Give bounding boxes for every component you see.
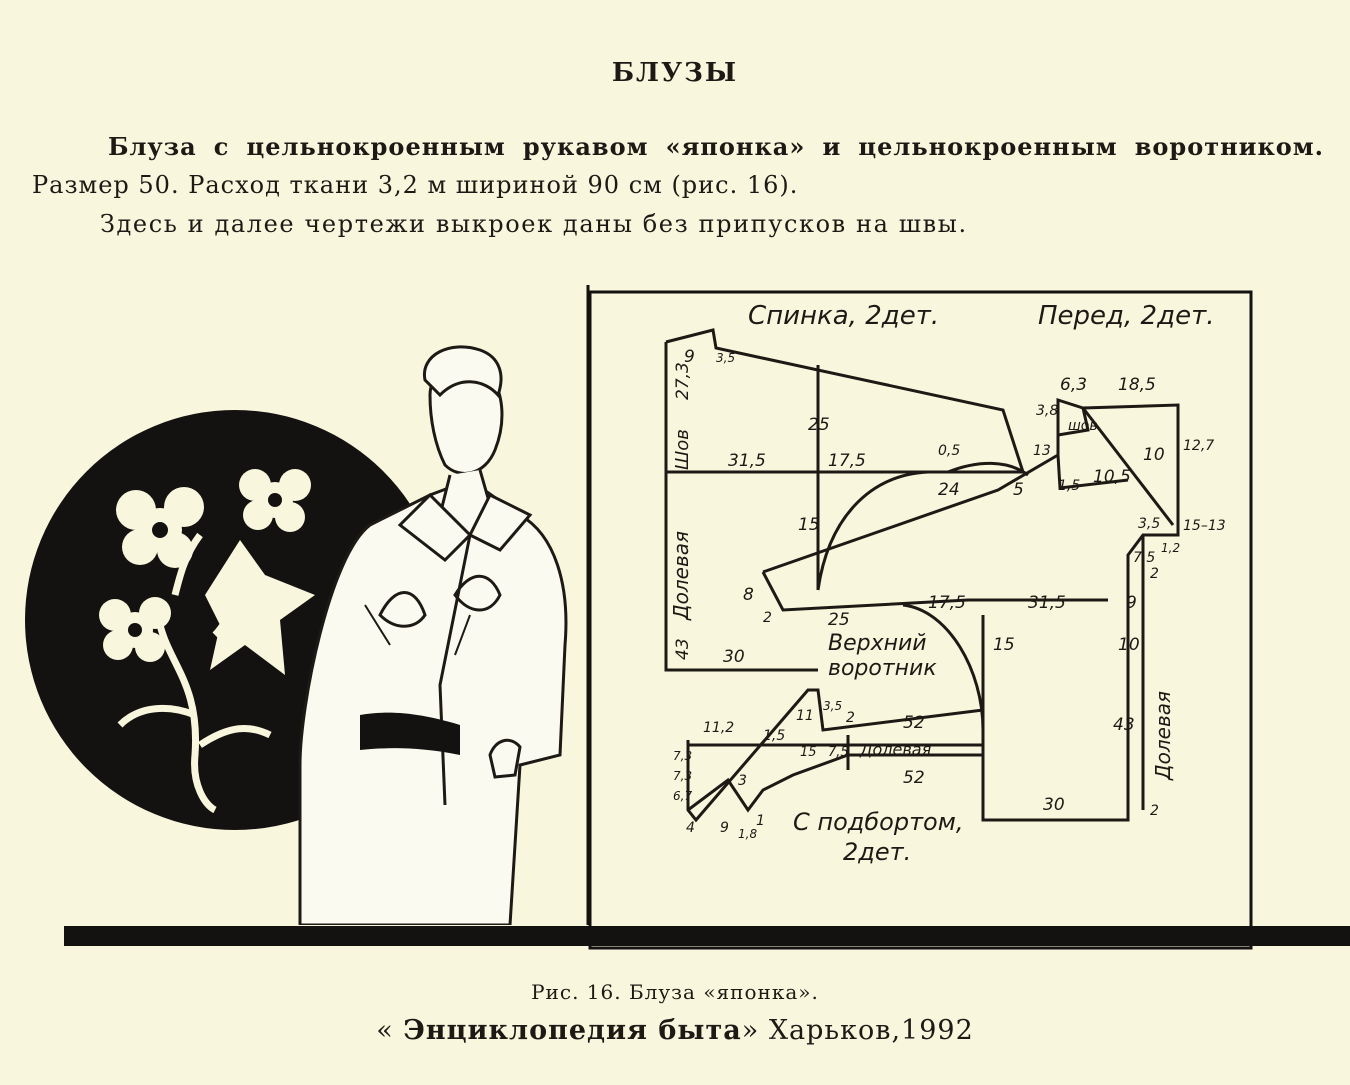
intro-rest: Размер 50. Расход ткани 3,2 м шириной 90 см (рис. 16). <box>32 171 799 199</box>
measurement: 10 <box>1143 445 1165 465</box>
measurement: 17,5 <box>928 593 966 613</box>
measurement: 11 <box>796 708 814 724</box>
intro-paragraph <box>32 128 1324 204</box>
measurement: 1 <box>756 813 765 829</box>
measurement: 1,8 <box>738 827 758 841</box>
measurement: 30 <box>723 647 745 667</box>
measurement: 18,5 <box>1118 375 1156 395</box>
source-title: Энциклопедия быта <box>403 1015 742 1046</box>
measurement: 17,5 <box>828 451 866 471</box>
measurement: 6,3 <box>1060 375 1088 395</box>
figure-baseline-bar <box>64 926 1350 946</box>
measurement: 3,8 <box>1036 403 1059 419</box>
measurement: 2 <box>1150 803 1159 819</box>
source-rest: » Харьков,1992 <box>741 1015 974 1046</box>
measurement: 6,7 <box>673 789 693 803</box>
label-grain-3: Долевая <box>860 740 932 759</box>
measurement: 15 <box>798 515 820 535</box>
measurement: 3 <box>738 773 747 789</box>
measurement: 43 <box>673 638 693 660</box>
measurement: 1,5 <box>763 728 786 744</box>
measurement: 52 <box>903 713 925 733</box>
measurement: 7,3 <box>673 769 693 783</box>
label-front: Перед, 2дет. <box>1038 301 1215 331</box>
measurement: 5 <box>1013 480 1024 500</box>
measurement: 52 <box>903 768 925 788</box>
measurement: 2 <box>1150 566 1159 582</box>
measurement: 3,5 <box>823 699 843 713</box>
measurement: 15 <box>993 635 1015 655</box>
measurement: 43 <box>1113 715 1135 735</box>
label-seam: Шов <box>672 429 693 470</box>
measurement: 2 <box>846 710 855 726</box>
source-open-quote: « <box>376 1015 404 1046</box>
woman-figure <box>300 347 566 925</box>
label-facing: С подбортом, <box>793 808 964 836</box>
measurement: 7,3 <box>673 749 693 763</box>
measurement: 31,5 <box>1028 593 1066 613</box>
measurement: 1,5 <box>1058 478 1081 494</box>
intro-bold-lead: Блуза с цельнокроенным рукавом «японка» и цельнокроенным воротником. <box>108 132 1324 161</box>
label-upper-collar: Верхний <box>828 631 927 656</box>
label-back: Спинка, 2дет. <box>748 301 940 331</box>
note-line: Здесь и далее чертежи выкроек даны без припусков на швы. <box>100 210 968 238</box>
measurement: 9 <box>720 820 729 836</box>
measurement: 3,5 <box>716 351 736 365</box>
measurement: 13 <box>1033 443 1051 459</box>
measurement: 7,5 <box>1133 550 1156 566</box>
measurement: 7,5 <box>828 745 849 760</box>
measurement: 9 <box>684 347 695 367</box>
measurement: 25 <box>828 610 850 630</box>
measurement: 25 <box>808 415 830 435</box>
label-seam-2: шов <box>1068 418 1098 434</box>
measurement: 2 <box>763 610 772 626</box>
measurement: 0,5 <box>938 443 961 459</box>
measurement: 1,2 <box>1161 541 1181 555</box>
measurement: 12,7 <box>1183 438 1215 454</box>
page-heading: БЛУЗЫ <box>611 58 739 88</box>
label-upper-collar-2: воротник <box>828 656 937 681</box>
blouse-illustration <box>0 285 590 925</box>
measurement: 15 <box>800 745 817 760</box>
measurement: 30 <box>1043 795 1065 815</box>
measurement: 4 <box>686 820 695 836</box>
measurement: 31,5 <box>728 451 766 471</box>
measurement: 11,2 <box>703 720 735 736</box>
measurement: 15–13 <box>1183 518 1226 534</box>
figure-caption: Рис. 16. Блуза «японка». <box>531 980 819 1004</box>
measurement: 10,5 <box>1093 467 1131 487</box>
measurement: 9 <box>1126 593 1137 613</box>
measurement: 24 <box>938 480 960 500</box>
source-line <box>0 1015 1350 1046</box>
measurement: 8 <box>743 585 754 605</box>
measurement: 10 <box>1118 635 1140 655</box>
label-grain-2: Долевая <box>1151 690 1175 780</box>
label-facing-2: 2дет. <box>843 838 912 866</box>
label-grain: Долевая <box>669 530 693 620</box>
measurement: 3,5 <box>1138 516 1161 532</box>
measurement: 27,3 <box>673 362 693 400</box>
pattern-drawing <box>588 290 1253 950</box>
